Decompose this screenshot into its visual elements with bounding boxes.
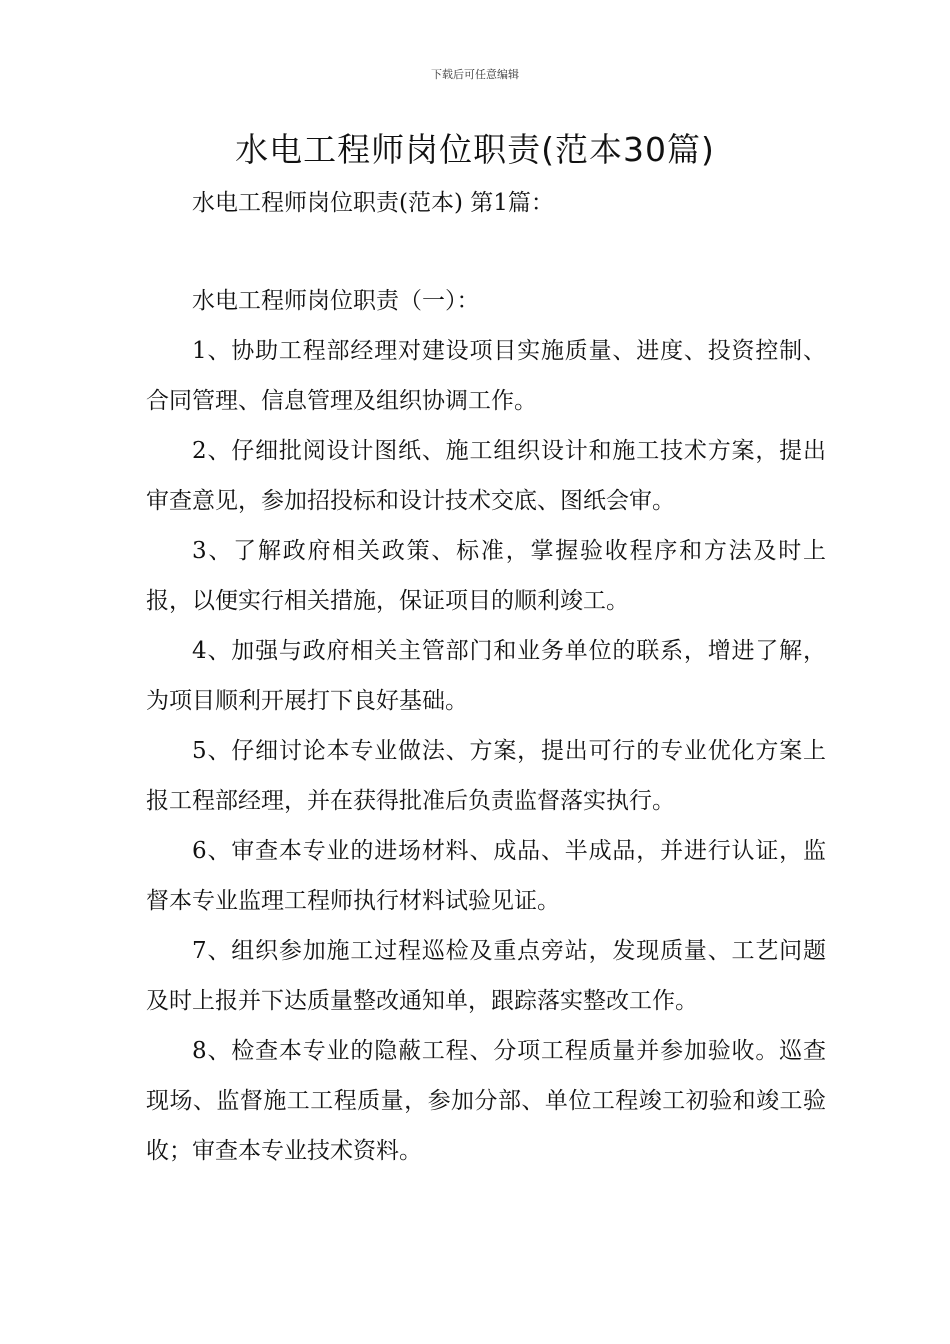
duty-item-7: 7、组织参加施工过程巡检及重点旁站，发现质量、工艺问题及时上报并下达质量整改通知单，跟踪落实整改工作。 (146, 938, 826, 1014)
section-heading: 水电工程师岗位职责（一）： (192, 288, 480, 314)
duty-item-5: 5、仔细讨论本专业做法、方案，提出可行的专业优化方案上报工程部经理，并在获得批准后负责监督落实执行。 (146, 738, 826, 814)
document-body (146, 178, 826, 1176)
duty-item-8: 8、检查本专业的隐蔽工程、分项工程质量并参加验收。巡查现场、监督施工工程质量，参加分部、单位工程竣工初验和竣工验收；审查本专业技术资料。 (146, 1038, 826, 1164)
duty-item-2: 2、仔细批阅设计图纸、施工组织设计和施工技术方案，提出审查意见，参加招投标和设计技术交底、图纸会审。 (146, 438, 826, 514)
duty-item-3: 3、了解政府相关政策、标准，掌握验收程序和方法及时上报，以便实行相关措施，保证项目的顺利竣工。 (146, 538, 826, 614)
duty-item-6: 6、审查本专业的进场材料、成品、半成品，并进行认证，监督本专业监理工程师执行材料试验见证。 (146, 838, 826, 914)
document-title: 水电工程师岗位职责(范本30篇) (235, 130, 715, 169)
page-header-note: 下载后可任意编辑 (431, 68, 519, 81)
duty-item-4: 4、加强与政府相关主管部门和业务单位的联系，增进了解，为项目顺利开展打下良好基础。 (146, 638, 826, 714)
duty-item-1: 1、协助工程部经理对建设项目实施质量、进度、投资控制、合同管理、信息管理及组织协调工作。 (146, 338, 826, 414)
document-subtitle: 水电工程师岗位职责(范本) 第1篇： (192, 190, 554, 216)
